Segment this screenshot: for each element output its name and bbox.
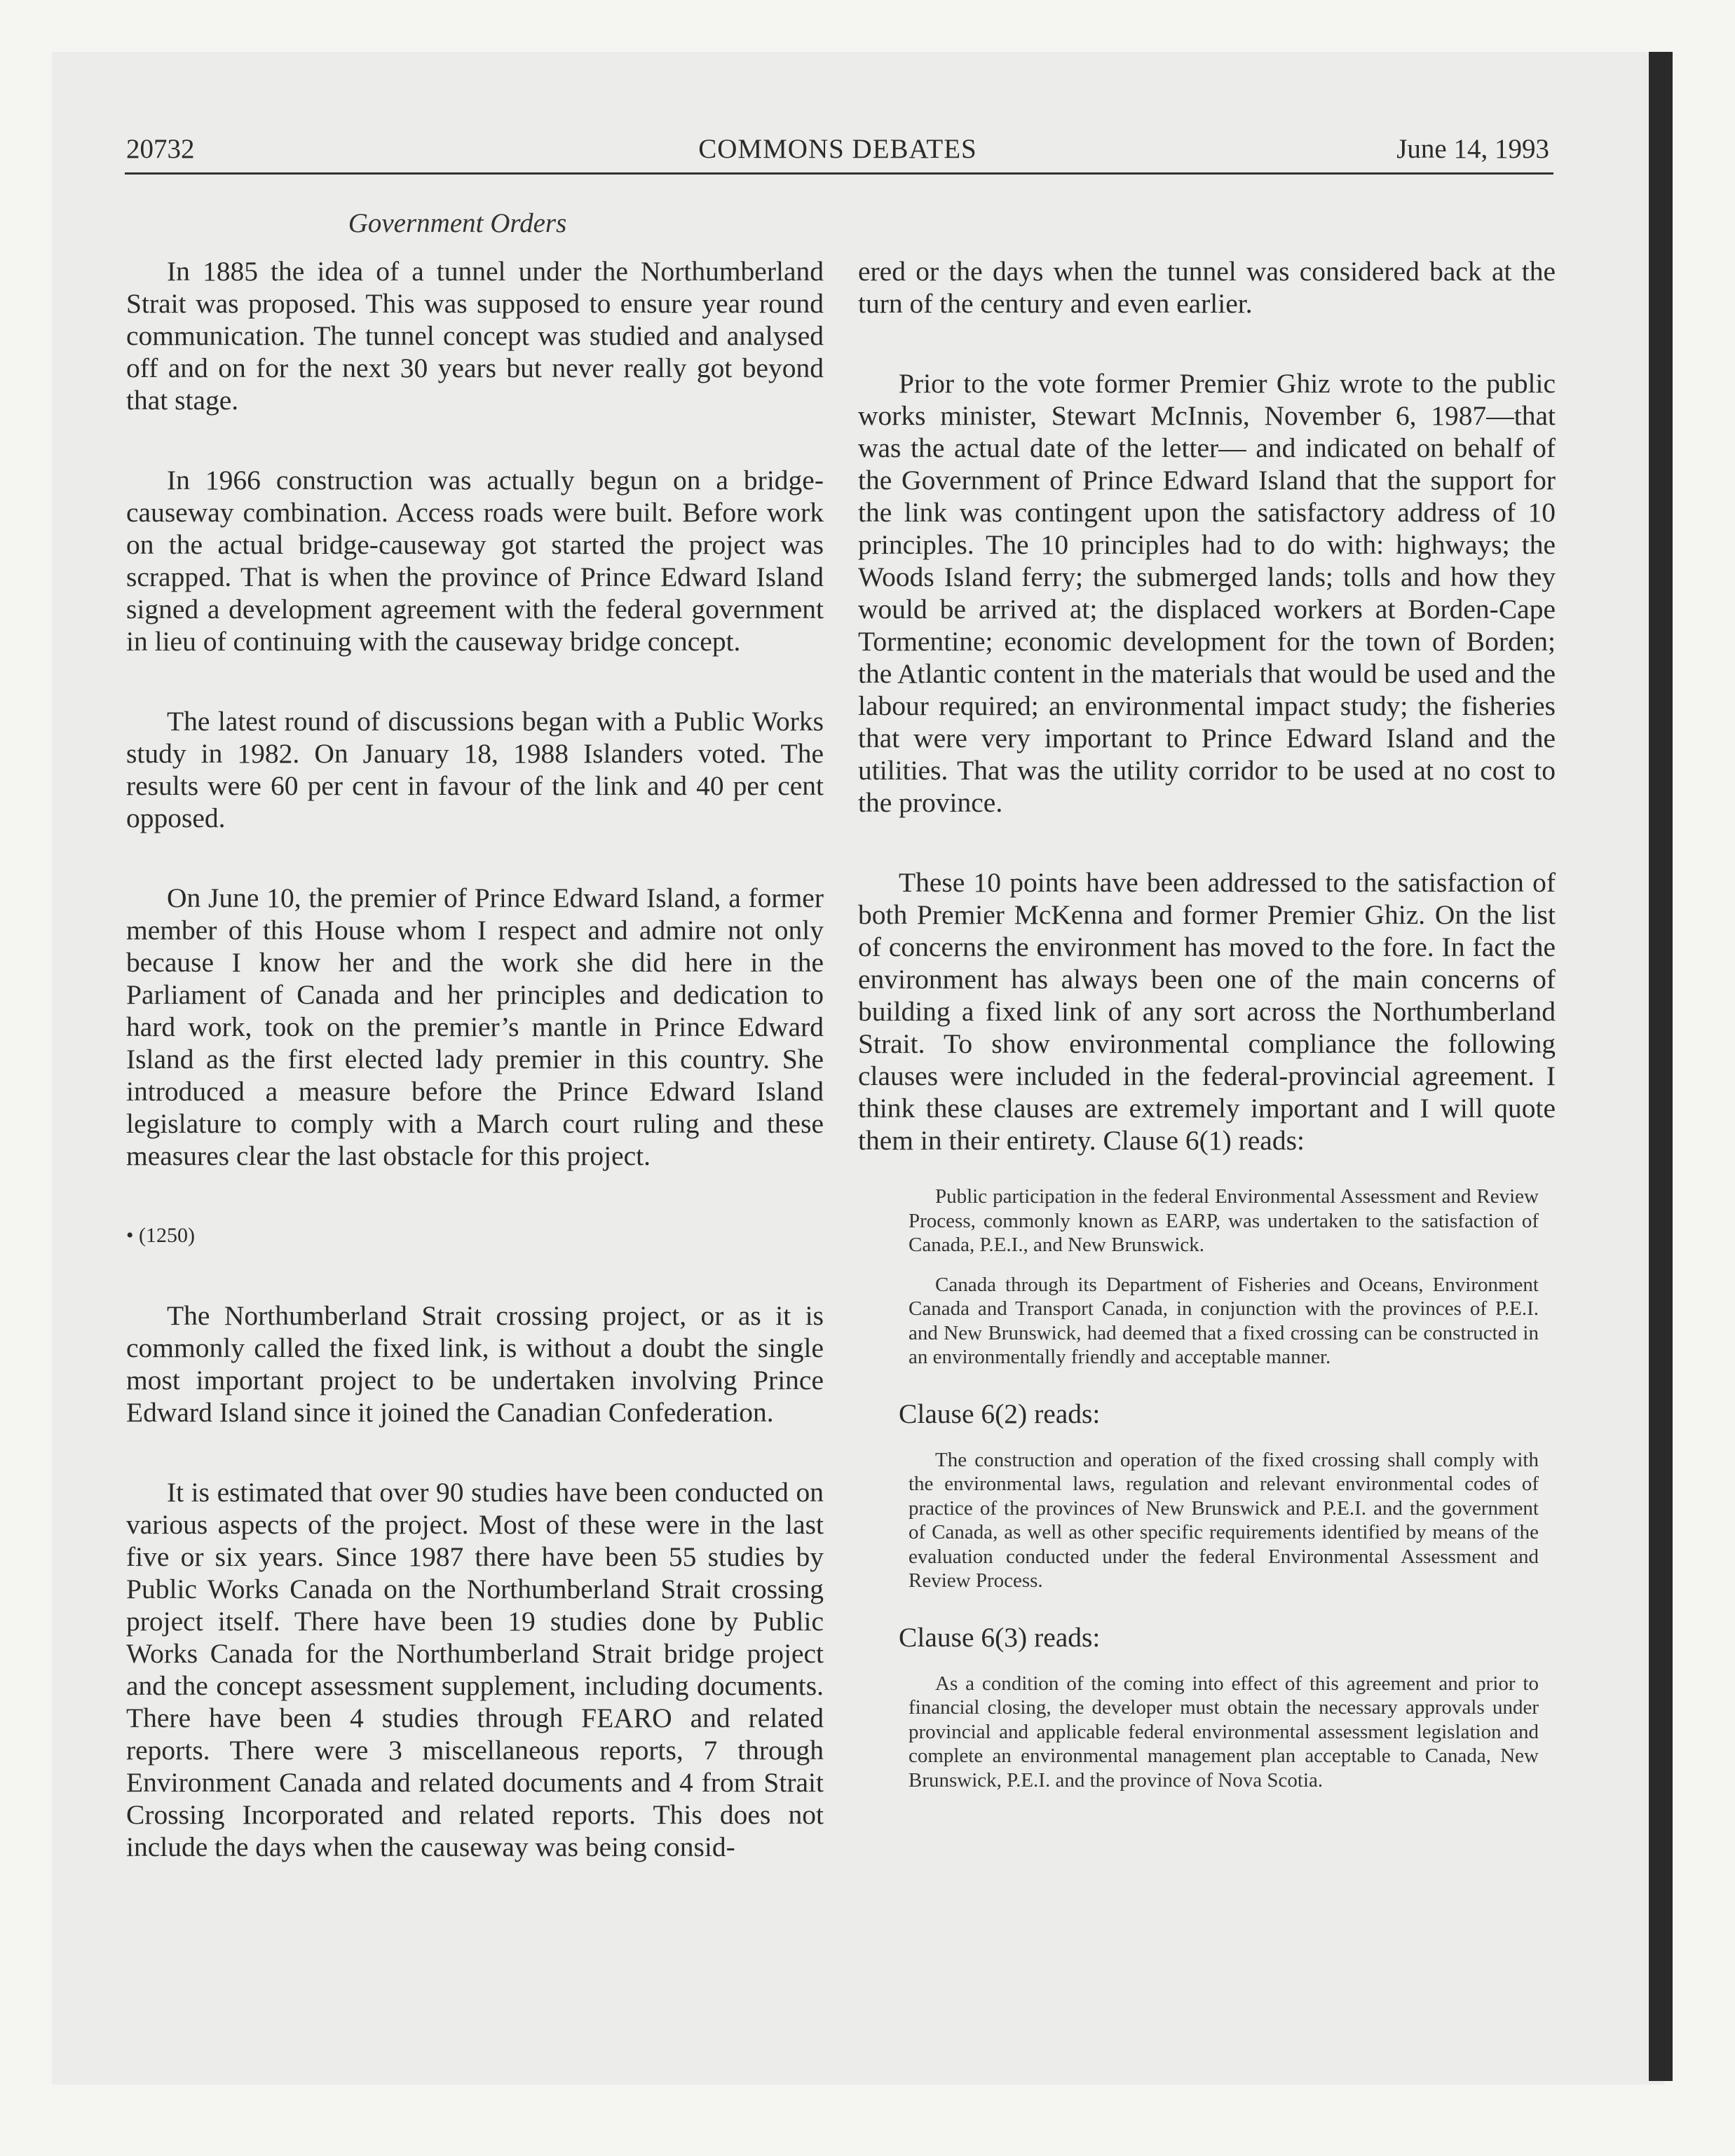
block-quote: The construction and operation of the fixed crossing shall comply with the environmental laws, regulation and relevant environmental codes of practice of the provinces of New Brunswick and P.E.I. and the government of Canada, as well as other specific requirements identified by means of the evaluation conducted under the federal Environmental Assessment and Review Process. xyxy=(909,1448,1539,1592)
header-rule xyxy=(125,172,1553,175)
section-label: Government Orders xyxy=(348,208,567,238)
paragraph-continued: ered or the days when the tunnel was considered back at the turn of the century and even earlier. xyxy=(858,256,1556,319)
paragraph: In 1966 construction was actually begun on a bridge-causeway combination. Access roads were built. Before work on the actual bridge-causeway got started the project was scrapped. That is when the province of Prince Edward Island signed a development agreement with the federal government in lieu of continuing with the causeway bridge concept. xyxy=(126,465,824,657)
block-quote: As a condition of the coming into effect of this agreement and prior to financial closing, the developer must obtain the necessary approvals under provincial and applicable federal environmental assessment legislation and complete an environmental management plan acceptable to Canada, New Brunswick, P.E.I. and the province of Nova Scotia. xyxy=(909,1672,1539,1792)
block-quote: Canada through its Department of Fisheries and Oceans, Environment Canada and Transport Canada, in conjunction with the provinces of P.E.I. and New Brunswick, had deemed that a fixed crossing can be constructed in an environmentally friendly and acceptable manner. xyxy=(909,1273,1539,1368)
paragraph: The Northumberland Strait crossing project, or as it is commonly called the fixed link, is without a doubt the single most important project to be undertaken involving Prince Edward Island since it joined the Canadian Confederation. xyxy=(126,1300,824,1428)
scan-edge-bar xyxy=(1649,52,1673,2081)
publication-title: COMMONS DEBATES xyxy=(698,134,977,164)
header-date: June 14, 1993 xyxy=(1396,134,1549,164)
page-header xyxy=(126,133,1549,175)
paragraph: Prior to the vote former Premier Ghiz wrote to the public works minister, Stewart McInnis, November 6, 1987—that was the actual date of the letter— and indicated on behalf of the Government of Prince Edward Island that the support for the link was contingent upon the satisfactory address of 10 principles. The 10 principles had to do with: highways; the Woods Island ferry; the submerged lands; tolls and how they would be arrived at; the displaced workers at Borden-Cape Tormentine; economic development for the town of Borden; the Atlantic content in the materials that would be used and the labour required; an environmental impact study; the fisheries that were very important to Prince Edward Island and the utilities. That was the utility corridor to be used at no cost to the province. xyxy=(858,368,1556,818)
page-number: 20732 xyxy=(126,134,195,164)
paragraph: The latest round of discussions began with a Public Works study in 1982. On January 18, 1988 Islanders voted. The results were 60 per cent in favour of the link and 40 per cent opposed. xyxy=(126,706,824,833)
paragraph: These 10 points have been addressed to the satisfaction of both Premier McKenna and former Premier Ghiz. On the list of concerns the environment has moved to the fore. In fact the environment has always been one of the main concerns of building a fixed link of any sort across the Northumberland Strait. To show environmental compliance the following clauses were included in the federal-provincial agreement. I think these clauses are extremely important and I will quote them in their entirety. Clause 6(1) reads: xyxy=(858,867,1556,1156)
paragraph: In 1885 the idea of a tunnel under the Northumberland Strait was proposed. This was supposed to ensure year round communication. The tunnel concept was studied and analysed off and on for the next 30 years but never really got beyond that stage. xyxy=(126,256,824,416)
paragraph: On June 10, the premier of Prince Edward Island, a former member of this House whom I respect and admire not only because I know her and the work she did here in the Parliament of Canada and her principles and dedication to hard work, took on the premier’s mantle in Prince Edward Island as the first elected lady premier in this country. She introduced a measure before the Prince Edward Island legislature to comply with a March court ruling and these measures clear the last obstacle for this project. xyxy=(126,882,824,1171)
clause-lead: Clause 6(3) reads: xyxy=(899,1621,1101,1653)
paragraph: It is estimated that over 90 studies have been conducted on various aspects of the project. Most of these were in the last five or six years. Since 1987 there have been 55 studies by Public Works Canada on the Northumberland Strait crossing project itself. There have been 19 studies done by Public Works Canada for the Northumberland Strait bridge project and the concept assessment supplement, including documents. There have been 4 studies through FEARO and related reports. There were 3 miscellaneous reports, 7 through Environment Canada and related documents and 4 from Strait Crossing Incorporated and related reports. This does not include the days when the causeway was being consid- xyxy=(126,1477,824,1862)
block-quote: Public participation in the federal Environmental Assessment and Review Process, commonly known as EARP, was undertaken to the satisfaction of Canada, P.E.I., and New Brunswick. xyxy=(909,1185,1539,1256)
left-column xyxy=(126,255,824,1863)
clause-lead: Clause 6(2) reads: xyxy=(899,1398,1101,1429)
time-marker: • (1250) xyxy=(126,1224,195,1247)
right-column xyxy=(858,255,1556,1792)
